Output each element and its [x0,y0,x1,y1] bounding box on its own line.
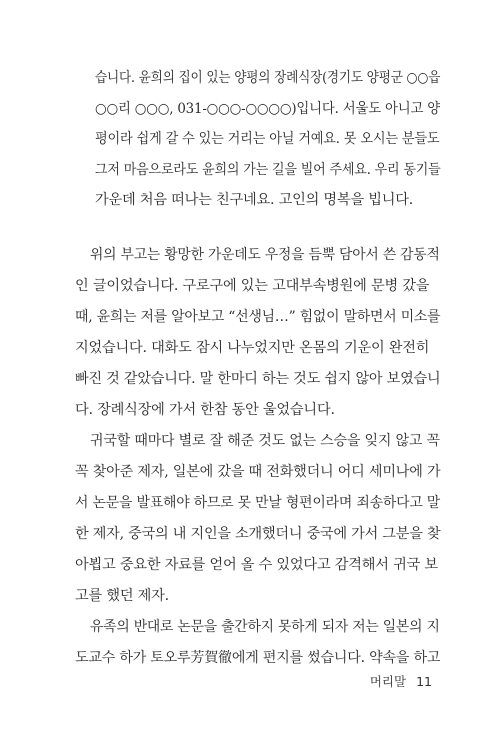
text-line: 인 글이었습니다. 구로구에 있는 고대부속병원에 문병 갔을 [75,278,430,294]
page-number: 11 [416,674,432,689]
text-line: ○○리 ○○○, 031-○○○-○○○○)입니다. 서울도 아니고 양 [95,101,441,117]
text-line: 지었습니다. 대화도 잠시 나누었지만 온몸의 기운이 완전히 [75,340,430,356]
text-line: 꼭 찾아준 제자, 일본에 갔을 때 전화했더니 어디 세미나에 가 [75,464,441,480]
text-line: 평이라 쉽게 갈 수 있는 거리는 아닐 거예요. 못 오시는 분들도 [95,131,440,147]
text-line: 가운데 처음 떠나는 친구네요. 고인의 명복을 빕니다. [95,192,414,208]
text-line: 위의 부고는 황망한 가운데도 우정을 듬뿍 담아서 쓴 감동적 [90,247,440,263]
text-line: 때, 윤희는 저를 알아보고 “선생님…” 힘없이 말하면서 미소를 [75,309,441,325]
text-line: 한 제자, 중국의 내 지인을 소개했더니 중국에 가서 그분을 찾 [75,526,441,542]
section-title: 머리말 [369,674,407,689]
text-line: 도교수 하가 토오루芳賀徹에게 편지를 썼습니다. 약속을 하고 [75,650,441,666]
page-footer [370,672,432,690]
text-line: 습니다. 윤희의 집이 있는 양평의 장례식장(경기도 양평군 ○○읍 [95,70,441,86]
text-line: 서 논문을 발표해야 하므로 못 만날 형편이라며 죄송하다고 말 [75,495,441,511]
text-line: 그저 마음으로라도 윤희의 가는 길을 빌어 주세요. 우리 동기들 [95,162,441,178]
text-line: 아뵙고 중요한 자료를 얻어 올 수 있었다고 감격해서 귀국 보 [75,557,438,573]
text-line: 고를 했던 제자. [75,588,169,604]
text-line: 빠진 것 같았습니다. 말 한마디 하는 것도 쉽지 않아 보였습니 [75,371,441,387]
text-line: 귀국할 때마다 별로 잘 해준 것도 없는 스승을 잊지 않고 꼭 [90,433,440,449]
text-line: 유족의 반대로 논문을 출간하지 못하게 되자 저는 일본의 지 [90,619,440,635]
text-line: 다. 장례식장에 가서 한참 동안 울었습니다. [75,402,335,418]
